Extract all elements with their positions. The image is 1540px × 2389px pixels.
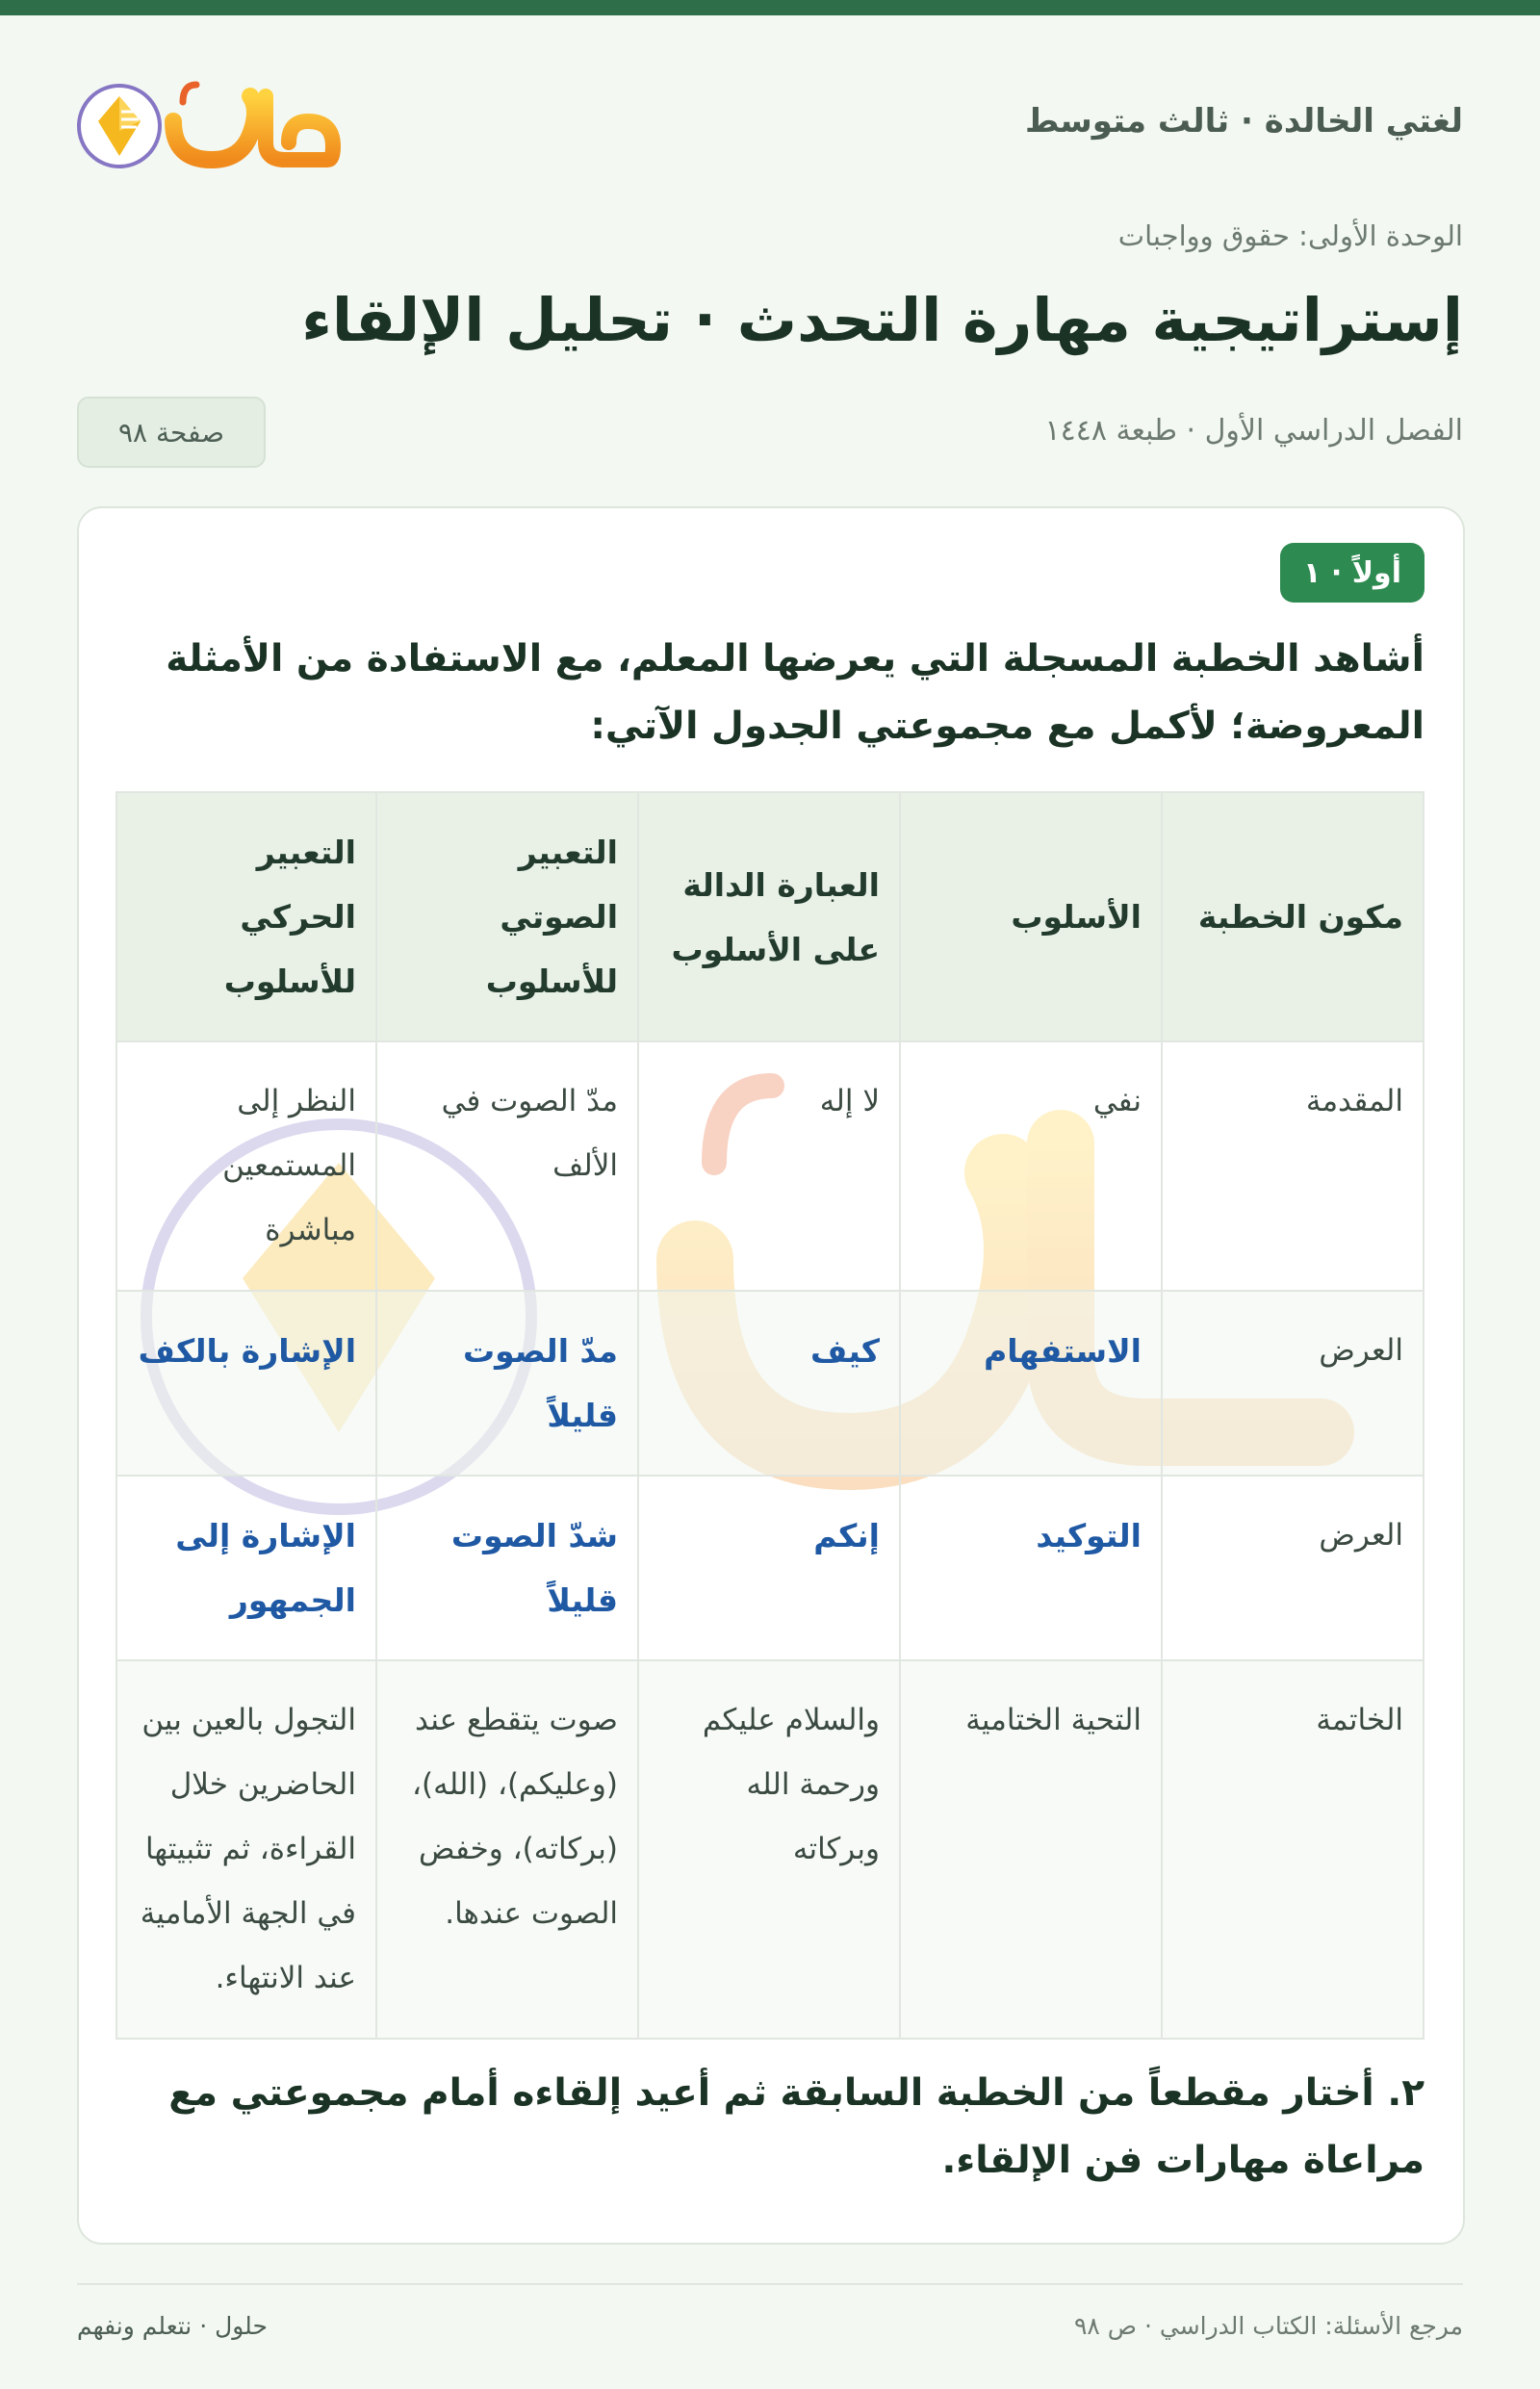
question-number-badge: أولاً · ١	[1280, 543, 1424, 603]
top-accent-bar	[0, 0, 1540, 15]
column-header: الأسلوب	[900, 792, 1162, 1041]
answer-cell: الإشارة إلى الجمهور	[116, 1476, 376, 1660]
semester-label: الفصل الدراسي الأول · طبعة ١٤٤٨	[1044, 414, 1463, 448]
footer-brand[interactable]: حلول · نتعلم ونفهم	[77, 2312, 268, 2340]
answer-cell: مدّ الصوت قليلاً	[376, 1291, 638, 1476]
page-number-badge: صفحة ٩٨	[77, 397, 266, 468]
hulul-logo[interactable]	[77, 64, 346, 179]
answer-cell: الإشارة بالكف	[116, 1291, 376, 1476]
table-cell: الخاتمة	[1162, 1660, 1424, 2039]
table-cell: نفي	[900, 1041, 1162, 1291]
answer-cell: إنكم	[638, 1476, 900, 1660]
answer-cell: كيف	[638, 1291, 900, 1476]
column-header: التعبير الصوتي للأسلوب	[376, 792, 638, 1041]
column-header: التعبير الحركي للأسلوب	[116, 792, 376, 1041]
table-cell: صوت يتقطع عند (وعليكم)، (الله)، (بركاته)، وخفض الصوت عندها.	[376, 1660, 638, 2039]
table-cell: والسلام عليكم ورحمة الله وبركاته	[638, 1660, 900, 2039]
question-2-text: ٢. أختار مقطعاً من الخطبة السابقة ثم أعيد إلقاءه أمام مجموعتي مع مراعاة مهارات فن الإلقاء.	[168, 2071, 1424, 2182]
hulul-logo-icon	[77, 64, 346, 179]
footer-reference: مرجع الأسئلة: الكتاب الدراسي · ص ٩٨	[1073, 2312, 1463, 2340]
answer-cell: الاستفهام	[900, 1291, 1162, 1476]
column-header: العبارة الدالة على الأسلوب	[638, 792, 900, 1041]
table-cell: مدّ الصوت في الألف	[376, 1041, 638, 1291]
table-cell: التحية الختامية	[900, 1660, 1162, 2039]
table-row	[116, 1476, 1424, 1660]
answer-cell: شدّ الصوت قليلاً	[376, 1476, 638, 1660]
table-header-row	[116, 792, 1424, 1041]
table-row	[116, 1291, 1424, 1476]
speech-analysis-table	[116, 791, 1424, 2040]
table-cell: التجول بالعين بين الحاضرين خلال القراءة، ثم تثبيتها في الجهة الأمامية عند الانتهاء.	[116, 1660, 376, 2039]
unit-label: الوحدة الأولى: حقوق وواجبات	[1117, 219, 1463, 252]
table-cell: المقدمة	[1162, 1041, 1424, 1291]
footer-divider	[77, 2283, 1463, 2285]
table-cell: العرض	[1162, 1291, 1424, 1476]
book-title: لغتي الخالدة · ثالث متوسط	[1024, 102, 1463, 141]
page-header	[77, 64, 1463, 179]
table-cell: العرض	[1162, 1476, 1424, 1660]
column-header: مكون الخطبة	[1162, 792, 1424, 1041]
question-card	[77, 506, 1465, 2245]
table-cell: لا إله	[638, 1041, 900, 1291]
table-row	[116, 1660, 1424, 2039]
answer-cell: التوكيد	[900, 1476, 1162, 1660]
table-row	[116, 1041, 1424, 1291]
table-cell: النظر إلى المستمعين مباشرة	[116, 1041, 376, 1291]
page-title: إستراتيجية مهارة التحدث · تحليل الإلقاء	[301, 285, 1463, 355]
question-text: أشاهد الخطبة المسجلة التي يعرضها المعلم، مع الاستفادة من الأمثلة المعروضة؛ لأكمل مع مجموعتي الجدول الآتي:	[166, 637, 1424, 748]
